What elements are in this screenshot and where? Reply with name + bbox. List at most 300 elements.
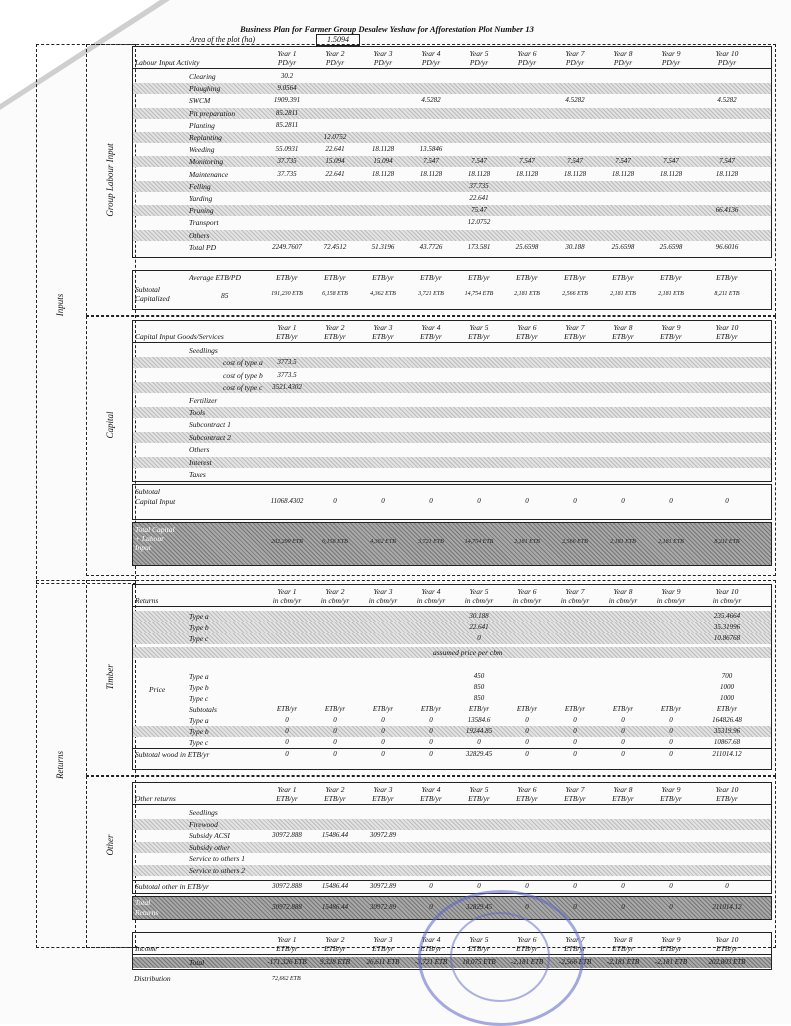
- price-row-2-label: Type b: [189, 683, 209, 692]
- capital-row-8-label: Subcontract 2: [189, 432, 231, 442]
- revenue-row-a-cell-10: 164826.48: [712, 716, 742, 724]
- capital-sub-value-2: 0: [333, 497, 337, 505]
- total-returns-value-6: 0: [525, 903, 529, 911]
- labour-row-3-label: SWCM: [189, 96, 211, 106]
- total-returns-value-2: 15486.44: [321, 903, 349, 911]
- labour-row-12-cell-5: 75.47: [471, 206, 487, 215]
- volume-row-3-cell-5: 0: [477, 634, 481, 642]
- labour-sub-value-6: 2,181 ETB: [514, 291, 540, 297]
- unit-header-5: ETB/yr: [468, 794, 490, 803]
- labour-row-8-cell-4: 7.547: [423, 157, 439, 166]
- volume-row-1-cell-5: 30.188: [469, 612, 489, 620]
- total-returns-value-1: 30972.888: [272, 903, 302, 911]
- unit-header-3: in cbm/yr: [368, 596, 398, 605]
- unit-header-4: ETB/yr: [420, 944, 442, 953]
- revenue-row-b-cell-1: 0: [285, 727, 289, 735]
- year-header-4: Year 4: [421, 587, 441, 596]
- unit-header-2: ETB/yr: [324, 794, 346, 803]
- unit-header-5: PD/yr: [469, 58, 489, 67]
- revenue-row-b-cell-2: 0: [333, 727, 337, 735]
- capital-subtotal-table: [132, 484, 772, 520]
- labour-row-15-label: Total PD: [189, 242, 217, 252]
- year-header-8: Year 8: [613, 587, 633, 596]
- unit-header-9: in cbm/yr: [656, 596, 686, 605]
- avg-label: Average ETB/PD: [189, 273, 241, 282]
- labour-sub-value-7: 2,566 ETB: [562, 291, 588, 297]
- year-header-7: Year 7: [565, 935, 585, 944]
- capital-row-8: [133, 432, 771, 443]
- labour-row-2: [133, 83, 771, 94]
- capital-row-6-label: Tools: [189, 408, 205, 417]
- labour-sub-value-9: 2,181 ETB: [658, 291, 684, 297]
- capital-sub-value-8: 0: [621, 497, 625, 505]
- labour-sub-unit-7: ETB/yr: [564, 273, 586, 282]
- capital-total-label: Total Capital + Labour Input: [135, 525, 175, 552]
- labour-row-12-label: Pruning: [189, 206, 214, 216]
- revenue-row-c-cell-8: 0: [621, 738, 625, 746]
- unit-header-6: PD/yr: [517, 58, 537, 67]
- official-stamp-inner: [450, 912, 550, 1002]
- year-header-9: Year 9: [661, 323, 681, 332]
- assumed-price-label: assumed price per cbm: [433, 648, 503, 657]
- labour-row-7: [133, 144, 771, 155]
- capital-row-5: [133, 395, 771, 406]
- labour-row-7-cell-4: 13.5846: [419, 145, 443, 154]
- labour-row-12-cell-10: 66.4136: [715, 206, 739, 215]
- unit-header-3: ETB/yr: [372, 332, 394, 341]
- capital-sub-value-1: 11068.4302: [270, 497, 304, 505]
- labour-row-9-cell-4: 18.1128: [419, 169, 443, 178]
- labour-row-15-cell-9: 25.6598: [659, 242, 683, 251]
- year-header-1: Year 1: [277, 49, 297, 58]
- capital-total-value-3: 4,362 ETB: [370, 539, 396, 545]
- price-row-1: [133, 671, 771, 682]
- capital-row-2-value: 3773.5: [277, 358, 297, 367]
- labour-sub-unit-10: ETB/yr: [716, 273, 738, 282]
- year-header-3: Year 3: [373, 49, 393, 58]
- labour-row-13-cell-5: 12.0752: [467, 218, 491, 227]
- area-value: 1.5094: [316, 34, 360, 46]
- revenue-row-c-cell-6: 0: [525, 738, 529, 746]
- section-header-capital-goods: Capital Input Goods/Services: [135, 332, 224, 341]
- labour-sub-unit-4: ETB/yr: [420, 273, 442, 282]
- avg-value: 85: [221, 291, 229, 300]
- year-header-7: Year 7: [565, 49, 585, 58]
- other-row-2-label: Firewood: [189, 819, 218, 829]
- revenue-row-c-cell-5: 0: [477, 738, 481, 746]
- labour-row-13: [133, 217, 771, 228]
- labour-row-9: [133, 169, 771, 180]
- subtotals-row-cell-8: ETB/yr: [612, 705, 634, 713]
- labour-row-2-label: Ploughing: [189, 84, 221, 94]
- unit-header-1: ETB/yr: [276, 794, 298, 803]
- unit-header-8: ETB/yr: [612, 794, 634, 803]
- wood-subtotal-row-cell-4: 0: [429, 750, 433, 758]
- wood-subtotal-row-cell-7: 0: [573, 750, 577, 758]
- unit-header-2: PD/yr: [325, 58, 345, 67]
- labour-row-1-label: Clearing: [189, 72, 216, 81]
- capital-row-5-label: Fertilizer: [189, 395, 218, 405]
- labour-sub-value-3: 4,362 ETB: [370, 291, 396, 297]
- labour-row-14: [133, 230, 771, 241]
- capital-row-9: [133, 444, 771, 455]
- labour-row-9-cell-7: 18.1128: [563, 169, 587, 178]
- year-header-5: Year 5: [469, 323, 489, 332]
- unit-header-10: ETB/yr: [716, 332, 738, 341]
- unit-header-5: ETB/yr: [468, 944, 490, 953]
- wood-subtotal-row-cell-3: 0: [381, 750, 385, 758]
- labour-row-13-label: Transport: [189, 218, 219, 228]
- labour-sub-value-8: 2,181 ETB: [610, 291, 636, 297]
- revenue-row-b-cell-4: 0: [429, 727, 433, 735]
- revenue-row-a-cell-7: 0: [573, 716, 577, 724]
- other-returns-table: [132, 782, 772, 894]
- capital-total-value-4: 3,721 ETB: [418, 539, 444, 545]
- labour-row-8-label: Monitoring: [189, 157, 224, 167]
- other-subtotal-row-cell-10: 0: [725, 882, 729, 890]
- volume-row-2: [133, 622, 771, 633]
- unit-header-8: in cbm/yr: [608, 596, 638, 605]
- labour-row-15-cell-6: 25.6598: [515, 242, 539, 251]
- year-header-1: Year 1: [277, 785, 297, 794]
- other-row-6: [133, 865, 771, 876]
- year-header-10: Year 10: [715, 785, 739, 794]
- year-header-1: Year 1: [277, 323, 297, 332]
- unit-header-8: ETB/yr: [612, 944, 634, 953]
- section-header-labour-activity: Labour Input Activity: [135, 58, 200, 67]
- labour-row-5-label: Planting: [189, 120, 215, 130]
- labour-row-10-label: Felling: [189, 181, 211, 191]
- assumed-price-row: [133, 647, 771, 658]
- unit-header-4: PD/yr: [421, 58, 441, 67]
- wood-subtotal-row: [133, 749, 771, 760]
- revenue-row-a-label: Type a: [189, 716, 209, 725]
- timber-table: [132, 584, 772, 770]
- capital-row-4-label: cost of type c: [223, 383, 263, 393]
- subtotals-row-cell-4: ETB/yr: [420, 705, 442, 713]
- labour-row-6: [133, 132, 771, 143]
- labour-row-1-cell-1: 30.2: [280, 72, 294, 80]
- unit-header-8: PD/yr: [613, 58, 633, 67]
- unit-header-7: ETB/yr: [564, 794, 586, 803]
- year-header-1: Year 1: [277, 587, 297, 596]
- year-header-5: Year 5: [469, 785, 489, 794]
- total-returns-value-9: 0: [669, 903, 673, 911]
- price-row-2-cell-10: 1000: [720, 683, 734, 691]
- header-rule: [133, 606, 771, 607]
- labour-row-2-cell-1: 9.0564: [277, 84, 297, 93]
- revenue-row-b-label: Type b: [189, 727, 209, 736]
- capital-row-4-value: 3521.4302: [272, 383, 302, 392]
- capital-sub-value-4: 0: [429, 497, 433, 505]
- labour-row-7-label: Weeding: [189, 145, 215, 155]
- other-subtotal-row-label: Subtotal other in ETB/yr: [135, 882, 209, 891]
- unit-header-10: ETB/yr: [716, 944, 738, 953]
- labour-row-8-cell-6: 7.547: [519, 157, 535, 166]
- returns-side-label: Returns: [55, 751, 65, 779]
- capital-row-7: [133, 419, 771, 430]
- subtotals-row-cell-9: ETB/yr: [660, 705, 682, 713]
- labour-sub-value-1: 191,230 ETB: [271, 291, 303, 297]
- year-header-7: Year 7: [565, 785, 585, 794]
- other-row-1: [133, 807, 771, 818]
- unit-header-2: in cbm/yr: [320, 596, 350, 605]
- labour-row-9-cell-10: 18.1128: [715, 169, 739, 178]
- wood-subtotal-rule: [133, 748, 771, 749]
- year-header-5: Year 5: [469, 935, 489, 944]
- unit-header-4: in cbm/yr: [416, 596, 446, 605]
- labour-row-8-cell-2: 15.094: [325, 157, 345, 166]
- unit-header-7: ETB/yr: [564, 332, 586, 341]
- other-subtotal-row-cell-1: 30972.888: [272, 882, 302, 890]
- capital-sub-value-3: 0: [381, 497, 385, 505]
- labour-row-8-cell-7: 7.547: [567, 157, 583, 166]
- labour-row-10: [133, 181, 771, 192]
- labour-row-10-cell-5: 37.735: [469, 181, 489, 190]
- labour-row-11-cell-5: 22.641: [469, 194, 489, 202]
- other-row-3-label: Subsidy ACSI: [189, 831, 230, 840]
- capital-row-1: [133, 345, 771, 356]
- revenue-row-a-cell-3: 0: [381, 716, 385, 724]
- labour-row-3-cell-10: 4.5282: [717, 96, 737, 105]
- labour-row-15: [133, 242, 771, 253]
- labour-sub-unit-3: ETB/yr: [372, 273, 394, 282]
- labour-row-3-cell-4: 4.5282: [421, 96, 441, 105]
- year-header-8: Year 8: [613, 785, 633, 794]
- labour-row-9-cell-1: 37.735: [277, 169, 297, 178]
- capital-row-3-label: cost of type b: [223, 370, 263, 380]
- labour-row-11: [133, 193, 771, 204]
- other-row-3-cell-2: 15486.44: [321, 831, 349, 839]
- subtotals-row-cell-2: ETB/yr: [324, 705, 346, 713]
- unit-header-6: ETB/yr: [516, 332, 538, 341]
- capital-total-value-9: 2,181 ETB: [658, 539, 684, 545]
- revenue-row-b-cell-8: 0: [621, 727, 625, 735]
- labour-row-15-cell-7: 30.188: [565, 242, 585, 251]
- capital-total-table: [132, 522, 772, 566]
- year-header-10: Year 10: [715, 323, 739, 332]
- unit-header-1: PD/yr: [277, 58, 297, 67]
- capital-sub-value-6: 0: [525, 497, 529, 505]
- wood-subtotal-row-cell-6: 0: [525, 750, 529, 758]
- unit-header-7: PD/yr: [565, 58, 585, 67]
- distribution-label: Distribution: [134, 974, 171, 983]
- unit-header-3: ETB/yr: [372, 944, 394, 953]
- revenue-row-a-cell-1: 0: [285, 716, 289, 724]
- revenue-row-b-cell-5: 19244.85: [465, 727, 493, 735]
- header-rule: [133, 68, 771, 69]
- other-subtotal-row-cell-3: 30972.89: [369, 882, 397, 890]
- labour-sub-unit-8: ETB/yr: [612, 273, 634, 282]
- other-row-6-label: Service to others 2: [189, 865, 246, 875]
- labour-row-15-cell-2: 72.4512: [323, 242, 347, 251]
- other-row-5: [133, 853, 771, 864]
- revenue-row-c: [133, 737, 771, 748]
- capital-total-value-6: 2,181 ETB: [514, 539, 540, 545]
- labour-row-5: [133, 120, 771, 131]
- capital-row-6: [133, 407, 771, 418]
- area-label: Area of the plot (ha): [190, 35, 256, 44]
- capital-sub-value-10: 0: [725, 497, 729, 505]
- year-header-10: Year 10: [715, 587, 739, 596]
- unit-header-10: in cbm/yr: [712, 596, 742, 605]
- unit-header-9: ETB/yr: [660, 794, 682, 803]
- distribution-value: 72,662 ETB: [272, 976, 301, 982]
- unit-header-2: ETB/yr: [324, 944, 346, 953]
- total-returns-value-4: 0: [429, 903, 433, 911]
- capital-row-4: [133, 382, 771, 393]
- section-header-income: Income: [135, 944, 158, 953]
- labour-sub-unit-1: ETB/yr: [276, 273, 298, 282]
- labour-row-8-cell-10: 7.547: [719, 157, 735, 166]
- total-returns-value-3: 30972.89: [369, 903, 397, 911]
- labour-row-4-cell-1: 85.2811: [275, 108, 299, 117]
- total-returns-value-5: 32829.45: [465, 903, 493, 911]
- year-header-7: Year 7: [565, 323, 585, 332]
- labour-sub-value-4: 3,721 ETB: [418, 291, 444, 297]
- subtotals-row-label: Subtotals: [189, 705, 217, 714]
- unit-header-9: PD/yr: [661, 58, 681, 67]
- capital-row-9-label: Others: [189, 445, 210, 455]
- other-row-1-label: Seedlings: [189, 808, 218, 817]
- volume-row-1-cell-10: 235.4664: [713, 612, 741, 620]
- revenue-row-a-cell-5: 13584.6: [467, 716, 491, 724]
- revenue-row-a-cell-8: 0: [621, 716, 625, 724]
- revenue-row-c-label: Type c: [189, 738, 209, 747]
- revenue-row-a-cell-4: 0: [429, 716, 433, 724]
- unit-header-1: ETB/yr: [276, 332, 298, 341]
- labour-row-3: [133, 95, 771, 106]
- revenue-row-c-cell-2: 0: [333, 738, 337, 746]
- labour-row-3-cell-7: 4.5282: [565, 96, 585, 105]
- labour-subtotal-label: Subtotal Capitalized: [135, 285, 170, 303]
- revenue-row-b: [133, 726, 771, 737]
- other-subtotal-row-cell-9: 0: [669, 882, 673, 890]
- unit-header-2: ETB/yr: [324, 332, 346, 341]
- capital-table: [132, 320, 772, 482]
- labour-row-15-cell-10: 96.6016: [715, 242, 739, 251]
- capital-row-7-label: Subcontract 1: [189, 420, 231, 430]
- income-total-row-cell-6: -2,181 ETB: [510, 958, 544, 966]
- capital-total-value-7: 2,566 ETB: [562, 539, 588, 545]
- wood-subtotal-row-cell-10: 211014.12: [712, 750, 742, 758]
- price-row-1-cell-5: 450: [473, 672, 485, 680]
- year-header-3: Year 3: [373, 935, 393, 944]
- year-header-3: Year 3: [373, 323, 393, 332]
- labour-row-7-cell-1: 55.0931: [275, 145, 299, 154]
- income-total-row-cell-2: 9,328 ETB: [320, 958, 350, 966]
- other-subtotal-row-cell-8: 0: [621, 882, 625, 890]
- other-row-5-label: Service to others 1: [189, 854, 246, 863]
- unit-header-10: PD/yr: [717, 58, 737, 67]
- capital-sub-value-9: 0: [669, 497, 673, 505]
- price-row-1-cell-10: 700: [721, 672, 733, 680]
- revenue-row-c-cell-7: 0: [573, 738, 577, 746]
- labour-row-15-cell-8: 25.6598: [611, 242, 635, 251]
- year-header-6: Year 6: [517, 935, 537, 944]
- volume-row-1: [133, 611, 771, 622]
- revenue-row-a-cell-2: 0: [333, 716, 337, 724]
- price-row-3: [133, 693, 771, 704]
- labour-row-15-cell-3: 51.3196: [371, 242, 395, 251]
- other-row-3-cell-1: 30972.888: [272, 831, 302, 839]
- other-subtotal-row-cell-5: 0: [477, 882, 481, 890]
- labour-row-8-cell-9: 7.547: [663, 157, 679, 166]
- total-returns-value-10: 211014.12: [712, 903, 742, 911]
- capital-row-2-label: cost of type a: [223, 358, 263, 368]
- year-header-6: Year 6: [517, 49, 537, 58]
- volume-row-1-label: Type a: [189, 612, 209, 621]
- inputs-side-label: Inputs: [55, 293, 65, 317]
- timber-side-label: Timber: [105, 664, 115, 690]
- income-total-row-cell-8: -2,181 ETB: [606, 958, 640, 966]
- labour-row-6-label: Replanting: [189, 133, 222, 142]
- revenue-row-b-cell-10: 35319.96: [713, 727, 741, 735]
- labour-row-9-cell-6: 18.1128: [515, 169, 539, 178]
- other-row-4-label: Subsidy other: [189, 842, 231, 852]
- other-subtotal-row-cell-2: 15486.44: [321, 882, 349, 890]
- capital-sub-value-5: 0: [477, 497, 481, 505]
- year-header-10: Year 10: [715, 49, 739, 58]
- wood-subtotal-row-cell-5: 32829.45: [465, 750, 493, 758]
- capital-row-2: [133, 357, 771, 368]
- unit-header-7: ETB/yr: [564, 944, 586, 953]
- price-label: Price: [149, 685, 166, 694]
- year-header-6: Year 6: [517, 323, 537, 332]
- year-header-9: Year 9: [661, 935, 681, 944]
- wood-subtotal-row-cell-1: 0: [285, 750, 289, 758]
- labour-row-9-cell-3: 18.1128: [371, 169, 395, 178]
- year-header-1: Year 1: [277, 935, 297, 944]
- labour-sub-unit-2: ETB/yr: [324, 273, 346, 282]
- income-total-row-cell-9: -2,181 ETB: [654, 958, 688, 966]
- revenue-row-c-cell-4: 0: [429, 738, 433, 746]
- wood-subtotal-row-cell-8: 0: [621, 750, 625, 758]
- unit-header-6: ETB/yr: [516, 794, 538, 803]
- labour-sub-value-5: 14,754 ETB: [464, 291, 494, 297]
- year-header-2: Year 2: [325, 587, 345, 596]
- price-row-3-cell-10: 1000: [720, 694, 734, 702]
- price-row-1-label: Type a: [189, 672, 209, 681]
- year-header-2: Year 2: [325, 935, 345, 944]
- year-header-10: Year 10: [715, 935, 739, 944]
- total-returns-value-7: 0: [573, 903, 577, 911]
- volume-row-3-label: Type c: [189, 634, 209, 643]
- year-header-8: Year 8: [613, 935, 633, 944]
- labour-sub-value-10: 8,211 ETB: [714, 291, 740, 297]
- revenue-row-a: [133, 715, 771, 726]
- labour-row-8-cell-8: 7.547: [615, 157, 631, 166]
- other-row-4: [133, 842, 771, 853]
- labour-row-9-cell-9: 18.1128: [659, 169, 683, 178]
- year-header-4: Year 4: [421, 49, 441, 58]
- labour-row-9-label: Maintenance: [189, 169, 229, 179]
- revenue-row-c-cell-1: 0: [285, 738, 289, 746]
- year-header-4: Year 4: [421, 323, 441, 332]
- labour-row-3-cell-1: 1909.391: [273, 96, 301, 105]
- revenue-row-b-cell-9: 0: [669, 727, 673, 735]
- labour-row-8-cell-5: 7.547: [471, 157, 487, 166]
- unit-header-5: ETB/yr: [468, 332, 490, 341]
- unit-header-1: in cbm/yr: [272, 596, 302, 605]
- unit-header-3: ETB/yr: [372, 794, 394, 803]
- unit-header-6: in cbm/yr: [512, 596, 542, 605]
- capital-row-10: [133, 457, 771, 468]
- labour-sub-unit-9: ETB/yr: [660, 273, 682, 282]
- labour-row-4-label: Pit preparation: [189, 108, 236, 118]
- other-subtotal-row: [133, 881, 771, 892]
- other-row-2: [133, 819, 771, 830]
